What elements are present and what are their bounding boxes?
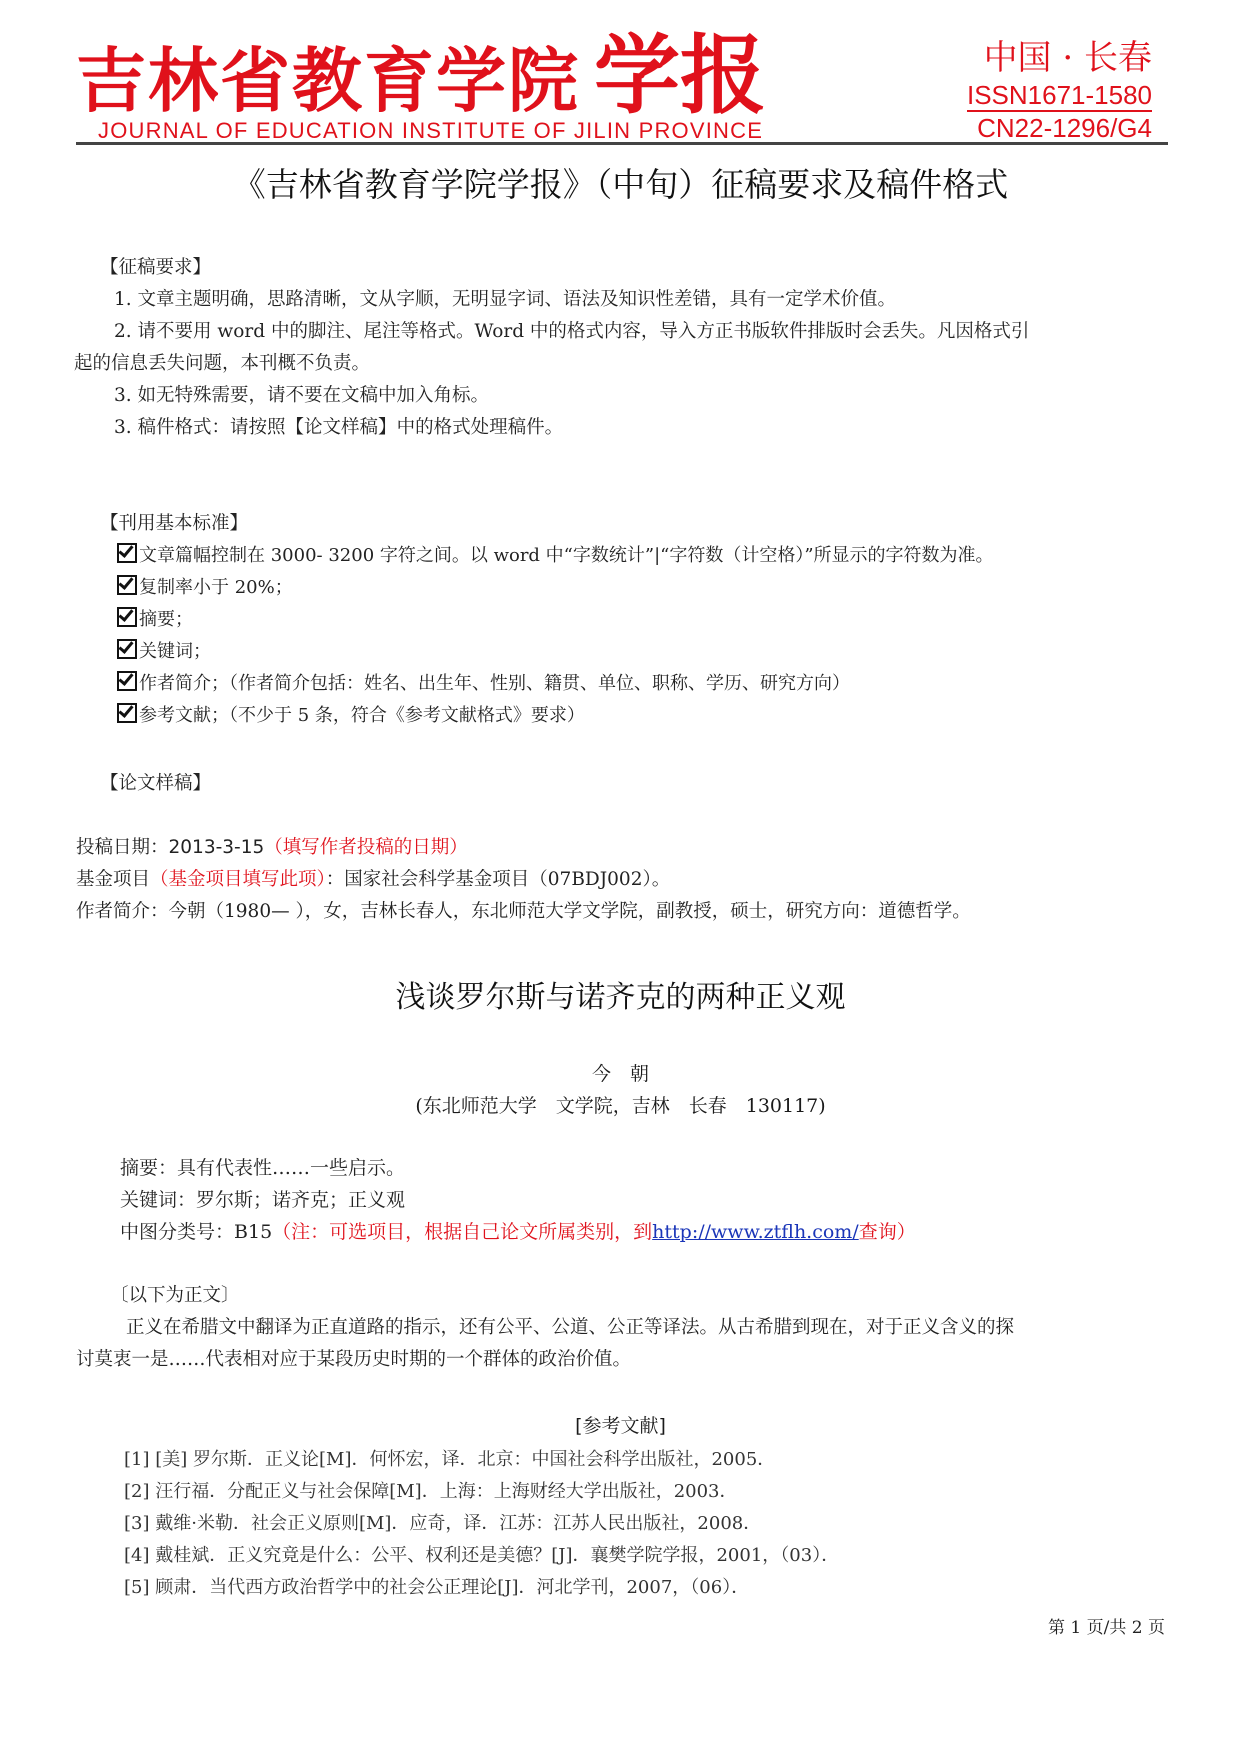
requirements-section <box>74 252 1030 444</box>
ztflh-link[interactable]: http://www.ztflh.com/ <box>652 1221 859 1243</box>
checkbox-checked-icon <box>117 639 137 659</box>
standards-heading: 【刊用基本标准】 <box>100 513 249 534</box>
keywords: 关键词：罗尔斯；诺齐克；正义观 <box>120 1189 406 1211</box>
body-text: 正义在希腊文中翻译为正直道路的指示，还有公平、公道、公正等译法。从古希腊到现在，对于正义含义的探 <box>126 1317 1015 1338</box>
clc-number: 中图分类号：B15（注：可选项目，根据自己论文所属类别，到http://www.ztflh.com/查询） <box>120 1221 916 1243</box>
journal-masthead <box>76 26 1166 148</box>
author-name: 今 朝 <box>591 1063 649 1085</box>
checkbox-checked-icon <box>117 543 137 563</box>
standard-item: 参考文献；（不少于 5 条，符合《参考文献格式》要求） <box>117 700 994 732</box>
sample-ref-label: 【论文样稿】 <box>285 417 397 438</box>
standard-item: 作者简介；（作者简介包括：姓名、出生年、性别、籍贯、单位、职称、学历、研究方向） <box>117 668 994 700</box>
standard-item: 文章篇幅控制在 3000- 3200 字符之间。以 word 中“字数统计”|“字符数（计空格）”所显示的字符数为准。 <box>117 540 994 572</box>
submission-date: 投稿日期：2013-3-15（填写作者投稿的日期） <box>76 837 468 858</box>
requirement-item: 起的信息丢失问题，本刊概不负责。 <box>74 353 371 374</box>
body-text: 讨莫衷一是……代表相对应于某段历史时期的一个群体的政治价值。 <box>76 1349 632 1370</box>
abstract-block <box>120 1152 916 1248</box>
requirement-item: 3. 稿件格式：请按照【论文样稿】中的格式处理稿件。 <box>114 417 564 438</box>
requirement-item: 2. 请不要用 word 中的脚注、尾注等格式。Word 中的格式内容，导入方正书版软件排版时会丢失。凡因格式引 <box>114 321 1030 342</box>
reference-item: [5] 顾肃．当代西方政治哲学中的社会公正理论[J]．河北学刊，2007，（06）． <box>124 1577 750 1598</box>
paper-title: 浅谈罗尔斯与诺齐克的两种正义观 <box>395 980 846 1015</box>
page-title: 《吉林省教育学院学报》（中旬）征稿要求及稿件格式 <box>232 165 1009 204</box>
checkbox-checked-icon <box>117 671 137 691</box>
abstract: 摘要：具有代表性……一些启示。 <box>120 1157 406 1179</box>
checkbox-checked-icon <box>117 607 137 627</box>
requirement-item: 3. 如无特殊需要，请不要在文稿中加入角标。 <box>114 385 490 406</box>
journal-cn: CN22-1296/G4 <box>977 113 1152 143</box>
reference-item: [1] [美] 罗尔斯．正义论[M]．何怀宏，译．北京：中国社会科学出版社，2005． <box>124 1449 776 1470</box>
reference-item: [4] 戴桂斌．正义究竟是什么：公平、权利还是美德？[J]．襄樊学院学报，2001，（03）． <box>124 1545 840 1566</box>
journal-title: 吉林省教育学院 学报 <box>76 26 766 126</box>
journal-issn: ISSN1671-1580 <box>966 80 1152 110</box>
reference-item: [3] 戴维·米勒．社会正义原则[M]．应奇，译．江苏：江苏人民出版社，2008． <box>124 1513 762 1534</box>
standard-item: 复制率小于 20%； <box>117 572 994 604</box>
masthead-rule <box>76 142 1168 145</box>
standard-item: 摘要； <box>117 604 994 636</box>
checkbox-checked-icon <box>117 703 137 723</box>
requirement-item: 1. 文章主题明确，思路清晰，文从字顺，无明显字词、语法及知识性差错，具有一定学术价值。 <box>114 289 897 310</box>
sample-meta <box>76 832 971 928</box>
standard-item: 关键词； <box>117 636 994 668</box>
journal-title-big: 学报 <box>594 26 766 126</box>
fund-project: 基金项目（基金项目填写此项）：国家社会科学基金项目（07BDJ002）。 <box>76 869 671 890</box>
references-list <box>124 1444 839 1604</box>
author-affiliation: (东北师范大学 文学院，吉林 长春 130117) <box>415 1095 826 1117</box>
journal-city: 中国 · 长春 <box>983 38 1152 78</box>
requirements-heading: 【征稿要求】 <box>100 257 212 278</box>
reference-item: [2] 汪行福．分配正义与社会保障[M]．上海：上海财经大学出版社，2003． <box>124 1481 738 1502</box>
journal-info <box>967 36 1152 144</box>
paper-author <box>0 1058 1241 1122</box>
sample-heading: 【论文样稿】 <box>100 773 212 794</box>
page-number: 第 1 页/共 2 页 <box>1048 1618 1165 1638</box>
standards-section <box>100 508 994 732</box>
references-heading: [参考文献] <box>575 1415 666 1437</box>
checkbox-checked-icon <box>117 575 137 595</box>
journal-title-en: JOURNAL OF EDUCATION INSTITUTE OF JILIN PROVINCE <box>98 118 764 143</box>
sample-section <box>100 768 211 800</box>
body-block <box>76 1280 1015 1376</box>
author-bio: 作者简介：今朝（1980— ），女，吉林长春人，东北师范大学文学院，副教授，硕士，研究方向：道德哲学。 <box>76 901 971 922</box>
body-heading: 〔以下为正文〕 <box>110 1285 240 1306</box>
